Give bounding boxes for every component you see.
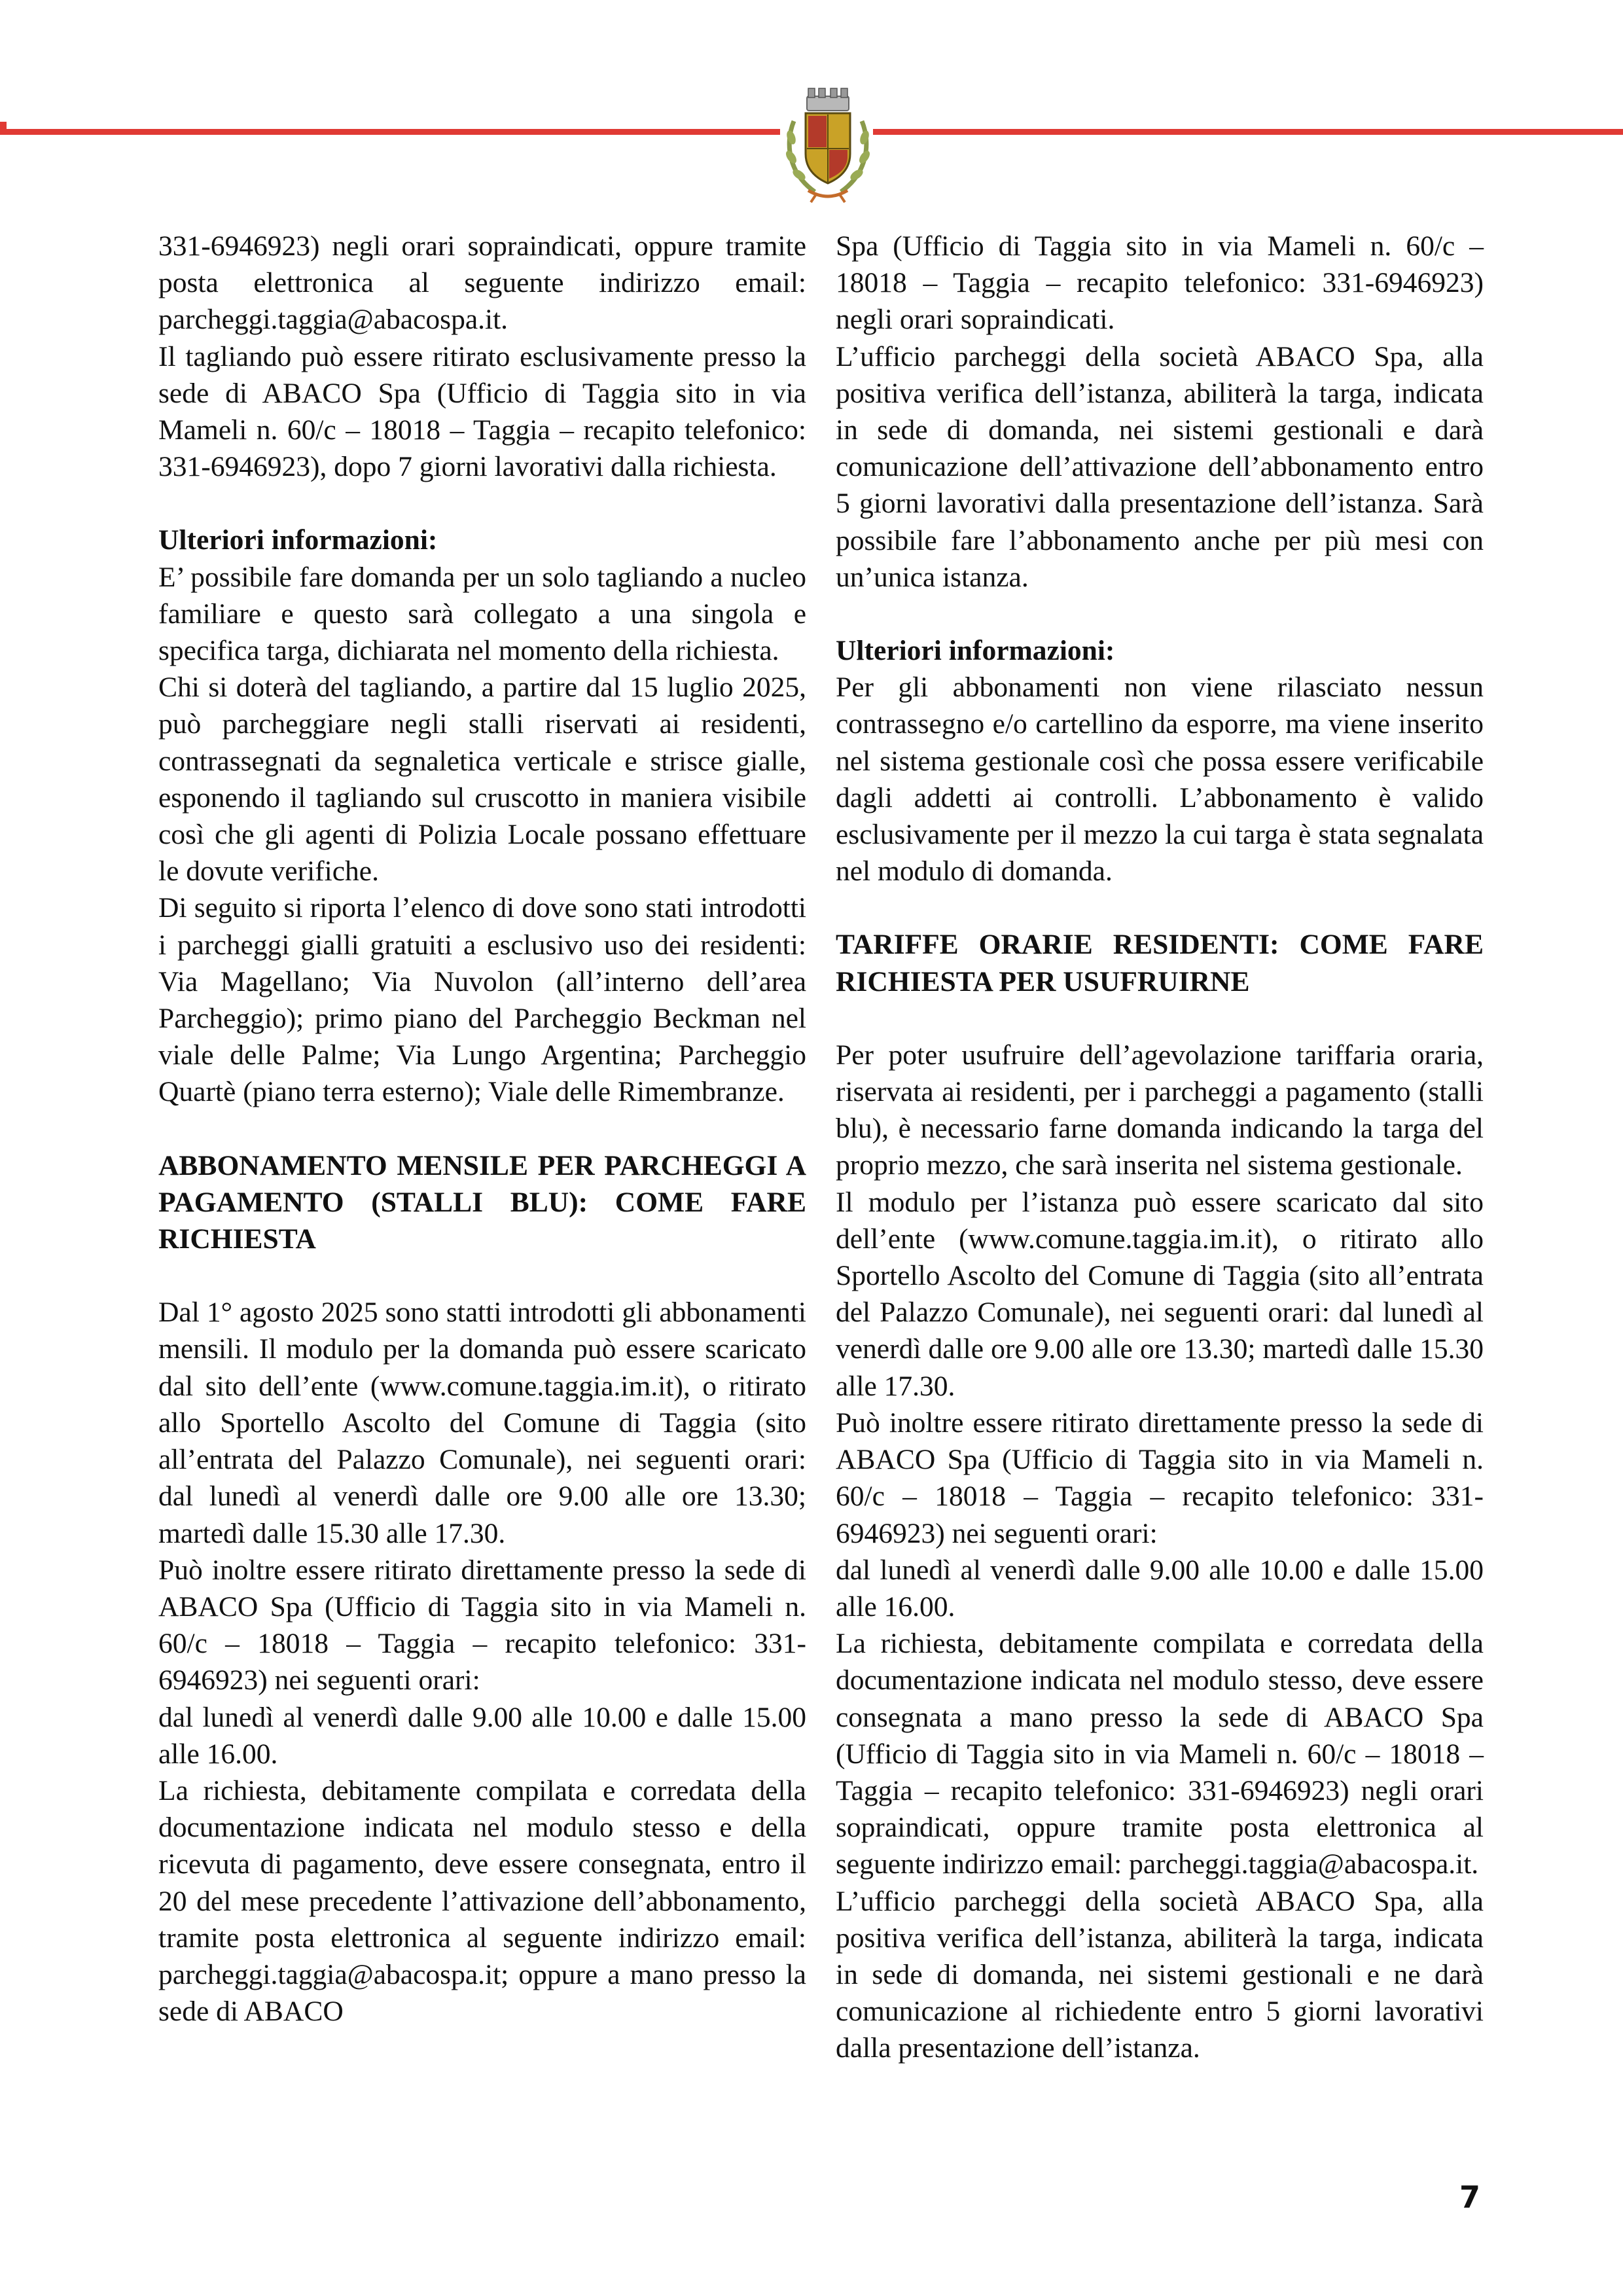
paragraph: Per gli abbonamenti non viene rilasciato nessun contrassegno e/o cartellino da esporre, ma viene inserito nel sistema gestionale così che possa essere verificabile dagli addetti ai controlli. L’abbonamento è valido esclusivamente per il mezzo la cui targa è stata segnalata nel modulo di domanda. <box>836 672 1484 888</box>
header-rule-right <box>873 129 1623 135</box>
paragraph: La richiesta, debitamente compilata e corredata della documentazione indicata nel modulo stesso e della ricevuta di pagamento, deve essere consegnata, entro il 20 del mese precedente l’attivazione dell’abbonamento, tramite posta elettronica al seguente indirizzo email: parcheggi.taggia@abacospa.it; oppure a mano presso la sede di ABACO <box>158 1774 806 2028</box>
paragraph: Può inoltre essere ritirato direttamente presso la sede di ABACO Spa (Ufficio di Taggia sito in via Mameli n. 60/c – 18018 – Taggia – recapito telefonico: 331-6946923) nei seguenti orari: <box>836 1407 1484 1549</box>
paragraph: L’ufficio parcheggi della società ABACO Spa, alla positiva verifica dell’istanza, abiliterà la targa, indicata in sede di domanda, nei sistemi gestionali e darà comunicazione dell’attivazione dell’abbonamento entro 5 giorni lavorativi dalla presentazione dell’istanza. Sarà possibile fare l’abbonamento anche per più mesi con un’unica istanza. <box>836 340 1484 593</box>
paragraph: L’ufficio parcheggi della società ABACO Spa, alla positiva verifica dell’istanza, abiliterà la targa, indicata in sede di domanda, nei sistemi gestionali e ne darà comunicazione al richiedente entro 5 giorni lavorativi dalla presentazione dell’istanza. <box>836 1885 1484 2064</box>
paragraph: Spa (Ufficio di Taggia sito in via Mameli n. 60/c – 18018 – Taggia – recapito telefonico: 331-6946923) negli orari sopraindicati. <box>836 230 1484 336</box>
paragraph: dal lunedì al venerdì dalle 9.00 alle 10.00 e dalle 15.00 alle 16.00. <box>836 1554 1484 1623</box>
section-heading: Ulteriori informazioni: <box>158 524 438 556</box>
section-heading: Ulteriori informazioni: <box>836 635 1115 667</box>
paragraph: Di seguito si riporta l’elenco di dove sono stati introdotti i parcheggi gialli gratuiti a esclusivo uso dei residenti: Via Magellano; Via Nuvolon (all’interno dell’area Parcheggio); primo piano del Parcheggio Beckman nel viale delle Palme; Via Lungo Argentina; Parcheggio Quartè (piano terra esterno); Viale delle Rimembranze. <box>158 892 806 1108</box>
paragraph: dal lunedì al venerdì dalle 9.00 alle 10.00 e dalle 15.00 alle 16.00. <box>158 1701 806 1770</box>
page-number: 7 <box>1459 2179 1480 2215</box>
paragraph: 331-6946923) negli orari sopraindicati, oppure tramite posta elettronica al seguente indirizzo email: parcheggi.taggia@abacospa.it. <box>158 230 806 336</box>
paragraph: Può inoltre essere ritirato direttamente presso la sede di ABACO Spa (Ufficio di Taggia sito in via Mameli n. 60/c – 18018 – Taggia – recapito telefonico: 331-6946923) nei seguenti orari: <box>158 1554 806 1696</box>
header-rule-left <box>0 129 780 135</box>
left-column <box>158 228 806 2030</box>
paragraph: Il tagliando può essere ritirato esclusivamente presso la sede di ABACO Spa (Ufficio di Taggia sito in via Mameli n. 60/c – 18018 – Taggia – recapito telefonico: 331-6946923), dopo 7 giorni lavorativi dalla richiesta. <box>158 340 806 483</box>
paragraph: Chi si doterà del tagliando, a partire dal 15 luglio 2025, può parcheggiare negli stalli riservati ai residenti, contrassegnati da segnaletica verticale e strisce gialle, esponendo il tagliando sul cruscotto in maniera visibile così che gli agenti di Polizia Locale possano effettuare le dovute verifiche. <box>158 672 806 888</box>
right-column <box>836 228 1484 2067</box>
section-title: TARIFFE ORARIE RESIDENTI: COME FARE RICHIESTA PER USUFRUIRNE <box>836 929 1484 997</box>
paragraph: Dal 1° agosto 2025 sono statti introdotti gli abbonamenti mensili. Il modulo per la domanda può essere scaricato dal sito dell’ente (www.comune.taggia.im.it), o ritirato allo Sportello Ascolto del Comune di Taggia (sito all’entrata del Palazzo Comunale), nei seguenti orari: dal lunedì al venerdì dalle ore 9.00 alle ore 13.30; martedì dalle 15.30 alle 17.30. <box>158 1297 806 1549</box>
paragraph: E’ possibile fare domanda per un solo tagliando a nucleo familiare e questo sarà collegato a una singola e specifica targa, dichiarata nel momento della richiesta. <box>158 561 806 667</box>
section-title: ABBONAMENTO MENSILE PER PARCHEGGI A PAGAMENTO (STALLI BLU): COME FARE RICHIESTA <box>158 1149 806 1255</box>
paragraph: La richiesta, debitamente compilata e corredata della documentazione indicata nel modulo stesso, deve essere consegnata a mano presso la sede di ABACO Spa (Ufficio di Taggia sito in via Mameli n. 60/c – 18018 – Taggia – recapito telefonico: 331-6946923) negli orari sopraindicati, oppure tramite posta elettronica al seguente indirizzo email: parcheggi.taggia@abacospa.it. <box>836 1628 1484 1880</box>
paragraph: Il modulo per l’istanza può essere scaricato dal sito dell’ente (www.comune.taggia.im.it), o ritirato allo Sportello Ascolto del Comune di Taggia (sito all’entrata del Palazzo Comunale), nei seguenti orari: dal lunedì al venerdì dalle ore 9.00 alle ore 13.30; martedì dalle 15.30 alle 17.30. <box>836 1186 1484 1402</box>
coat-of-arms-icon <box>782 82 874 203</box>
paragraph: Per poter usufruire dell’agevolazione tariffaria oraria, riservata ai residenti, per i parcheggi a pagamento (stalli blu), è necessario farne domanda indicando la targa del proprio mezzo, che sarà inserita nel sistema gestionale. <box>836 1039 1484 1181</box>
